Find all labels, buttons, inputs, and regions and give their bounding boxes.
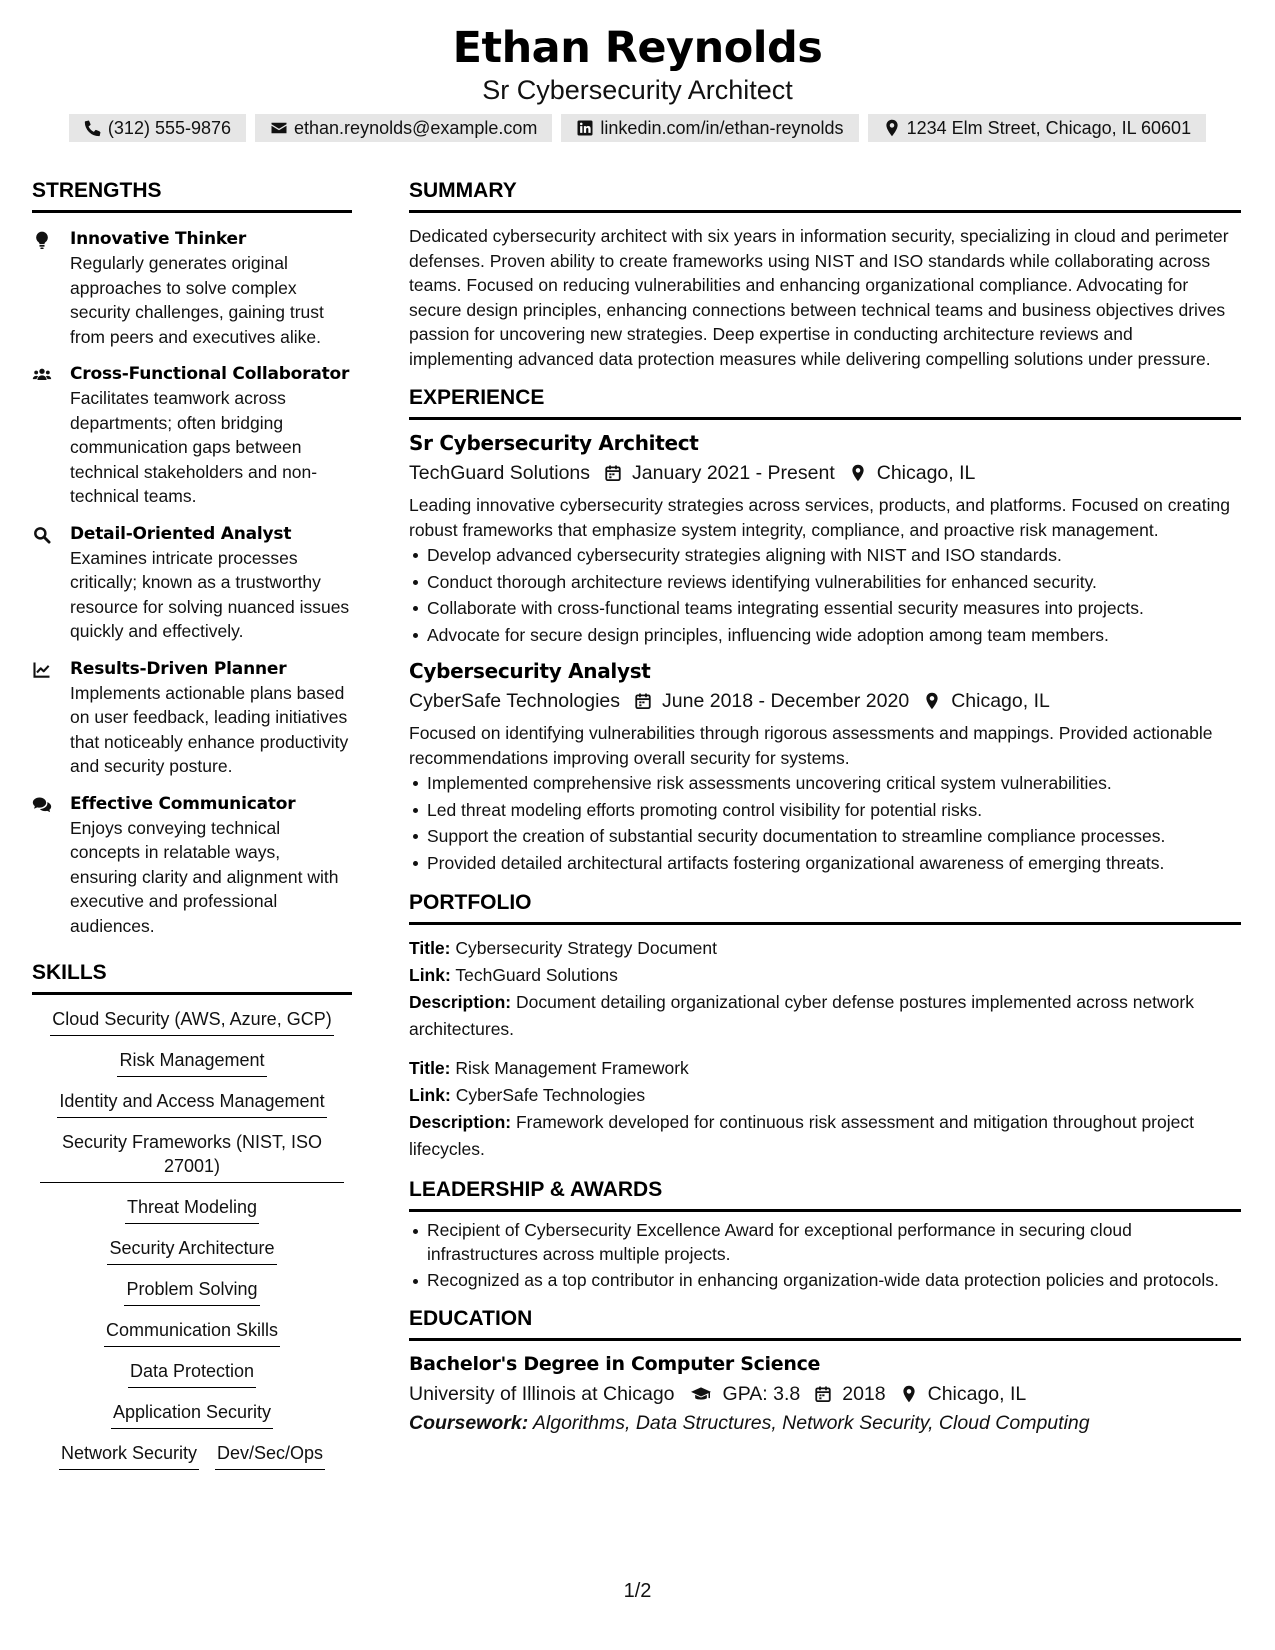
job-location: Chicago, IL (951, 690, 1050, 712)
skill-tag: Security Frameworks (NIST, ISO 27001) (40, 1130, 344, 1183)
graduation-year: 2018 (842, 1383, 886, 1405)
list-item: Recognized as a top contributor in enhancing organization-wide data protection policies and protocols. (427, 1268, 1241, 1292)
graduation-cap-icon (689, 1384, 713, 1404)
list-item: Develop advanced cybersecurity strategies aligning with NIST and ISO standards. (427, 542, 1241, 569)
skill-tag: Risk Management (117, 1048, 266, 1077)
lightbulb-icon (32, 230, 52, 250)
coursework-list: Algorithms, Data Structures, Network Security, Cloud Computing (532, 1412, 1090, 1434)
list-item: Collaborate with cross-functional teams integrating essential security measures into projects. (427, 595, 1241, 622)
leadership-heading: LEADERSHIP & AWARDS (409, 1177, 1241, 1212)
portfolio-section (409, 890, 1241, 1163)
skill-tag: Cloud Security (AWS, Azure, GCP) (50, 1007, 333, 1036)
strength-title: Results-Driven Planner (70, 658, 287, 679)
skills-list (32, 1007, 352, 1470)
portfolio-title-label: Title: (409, 938, 451, 958)
summary-heading: SUMMARY (409, 178, 1241, 213)
map-marker-icon (900, 1385, 918, 1403)
experience-section (409, 385, 1241, 876)
list-item: Advocate for secure design principles, influencing wide adoption among team members. (427, 622, 1241, 649)
job-description: Leading innovative cybersecurity strategies across services, products, and platforms. Focused on creating robust frameworks that emphasize system integrity, compliance, and proactive risk management. (409, 495, 1230, 540)
job-dates: June 2018 - December 2020 (662, 690, 910, 712)
portfolio-link[interactable]: CyberSafe Technologies (455, 1085, 646, 1105)
job-dates: January 2021 - Present (632, 462, 835, 484)
job-meta (409, 459, 1241, 487)
strength-title: Innovative Thinker (70, 229, 247, 249)
calendar-icon (814, 1385, 832, 1403)
strength-item (32, 227, 352, 349)
portfolio-description-label: Description: (409, 992, 512, 1012)
candidate-name: Ethan Reynolds (452, 23, 823, 73)
list-item: Implemented comprehensive risk assessments uncovering critical system vulnerabilities. (427, 770, 1241, 797)
portfolio-description: Document detailing organizational cyber defense postures implemented across network architectures. (409, 992, 1194, 1039)
map-marker-icon (923, 692, 941, 710)
portfolio-description-label: Description: (409, 1112, 512, 1132)
contact-email[interactable] (255, 114, 552, 142)
phone-text: (312) 555-9876 (107, 117, 232, 138)
strength-item (32, 657, 352, 779)
job-bullets (409, 770, 1241, 876)
job-bullets (409, 542, 1241, 648)
job-description: Focused on identifying vulnerabilities through rigorous assessments and mappings. Provided actionable recommendations improving overall security for systems. (409, 723, 1213, 768)
contact-phone (69, 114, 246, 142)
skill-tag: Security Architecture (107, 1236, 276, 1265)
job-title: Sr Cybersecurity Architect (409, 431, 699, 455)
map-marker-icon (883, 119, 901, 137)
map-marker-icon (849, 464, 867, 482)
contact-bar (0, 114, 1275, 142)
portfolio-title: Risk Management Framework (455, 1058, 689, 1078)
linkedin-text[interactable]: linkedin.com/in/ethan-reynolds (600, 117, 844, 138)
job-meta (409, 687, 1241, 715)
job-company: TechGuard Solutions (409, 462, 591, 484)
summary-text: Dedicated cybersecurity architect with six years in information security, specializing in cloud and perimeter defenses. Proven ability to create frameworks using NIST and ISO standards while collaborating across teams. Focused on reducing vulnerabilities and enhancing organizational compliance. Advocating for secure design principles, enhancing connections between technical teams and business objectives drives passion for uncovering new strategies. Deep expertise in conducting architecture reviews and implementing advanced data protection measures while delivering compelling solutions under pressure. (409, 226, 1229, 369)
skill-tag: Network Security (59, 1441, 199, 1470)
strength-description: Regularly generates original approaches to solve complex security challenges, gaining trust from peers and executives alike. (70, 253, 324, 347)
experience-heading: EXPERIENCE (409, 385, 1241, 420)
school-name: University of Illinois at Chicago (409, 1383, 675, 1405)
gpa: GPA: 3.8 (722, 1383, 801, 1405)
skill-tag: Threat Modeling (125, 1195, 259, 1224)
strength-description: Enjoys conveying technical concepts in relatable ways, ensuring clarity and alignment with executive and professional audiences. (70, 817, 339, 936)
skills-heading: SKILLS (32, 960, 352, 995)
address-text: 1234 Elm Street, Chicago, IL 60601 (906, 117, 1192, 138)
list-item: Recipient of Cybersecurity Excellence Award for exceptional performance in securing cloud infrastructures across multiple projects. (427, 1218, 1241, 1266)
strength-item (32, 522, 352, 644)
job-location: Chicago, IL (876, 462, 976, 484)
strength-item (32, 362, 352, 509)
calendar-icon (604, 464, 622, 482)
comments-icon (32, 795, 52, 815)
degree-title: Bachelor's Degree in Computer Science (409, 1353, 821, 1375)
skill-tag: Data Protection (128, 1359, 256, 1388)
left-column (32, 178, 352, 1482)
portfolio-title: Cybersecurity Strategy Document (455, 938, 718, 958)
strength-description: Examines intricate processes critically; known as a trustworthy resource for solving nuanced issues quickly and effectively. (70, 547, 350, 641)
coursework-label: Coursework: (409, 1412, 529, 1434)
strength-description: Implements actionable plans based on user feedback, leading initiatives that noticeably enhance productivity and security posture. (70, 682, 349, 776)
envelope-icon (270, 119, 288, 137)
skill-tag: Problem Solving (124, 1277, 259, 1306)
portfolio-link[interactable]: TechGuard Solutions (455, 965, 618, 985)
leadership-section (409, 1177, 1241, 1292)
strength-title: Detail-Oriented Analyst (70, 523, 292, 544)
candidate-title: Sr Cybersecurity Architect (482, 75, 793, 105)
strength-description: Facilitates teamwork across departments; often bridging communication gaps between technical stakeholders and non-technical teams. (70, 388, 318, 506)
calendar-icon (634, 692, 652, 710)
portfolio-item (409, 935, 1241, 1043)
skill-tag: Communication Skills (104, 1318, 280, 1347)
portfolio-link-label: Link: (409, 1085, 451, 1105)
skill-tag: Application Security (111, 1400, 273, 1429)
education-heading: EDUCATION (409, 1306, 1241, 1341)
portfolio-description: Framework developed for continuous risk assessment and mitigation throughout project lifecycles. (409, 1112, 1194, 1159)
strengths-heading: STRENGTHS (32, 178, 352, 213)
coursework (409, 1409, 1241, 1437)
email-text[interactable]: ethan.reynolds@example.com (294, 117, 538, 138)
users-icon (32, 365, 52, 385)
portfolio-heading: PORTFOLIO (409, 890, 1241, 925)
education-meta (409, 1380, 1241, 1408)
list-item: Provided detailed architectural artifacts fostering organizational awareness of emerging threats. (427, 850, 1241, 877)
leadership-list (409, 1218, 1241, 1292)
contact-linkedin[interactable] (561, 114, 858, 142)
search-icon (32, 525, 52, 545)
education-location: Chicago, IL (927, 1383, 1027, 1405)
chart-line-icon (32, 660, 52, 680)
phone-icon (84, 119, 102, 137)
education-section (409, 1306, 1241, 1437)
page-number: 1/2 (623, 1580, 652, 1602)
portfolio-link-label: Link: (409, 965, 451, 985)
list-item: Support the creation of substantial security documentation to streamline compliance processes. (427, 823, 1241, 850)
strength-item (32, 792, 352, 939)
linkedin-icon (576, 119, 594, 137)
strength-title: Cross-Functional Collaborator (70, 364, 350, 384)
job-title: Cybersecurity Analyst (409, 659, 651, 683)
strength-title: Effective Communicator (70, 793, 296, 814)
list-item: Led threat modeling efforts promoting control visibility for potential risks. (427, 797, 1241, 824)
skill-tag: Dev/Sec/Ops (215, 1441, 325, 1470)
contact-address (868, 114, 1207, 142)
skill-tag: Identity and Access Management (57, 1089, 326, 1118)
portfolio-item (409, 1055, 1241, 1163)
right-column (409, 178, 1241, 1437)
list-item: Conduct thorough architecture reviews identifying vulnerabilities for enhanced security. (427, 569, 1241, 596)
portfolio-title-label: Title: (409, 1058, 451, 1078)
job-company: CyberSafe Technologies (409, 690, 621, 712)
